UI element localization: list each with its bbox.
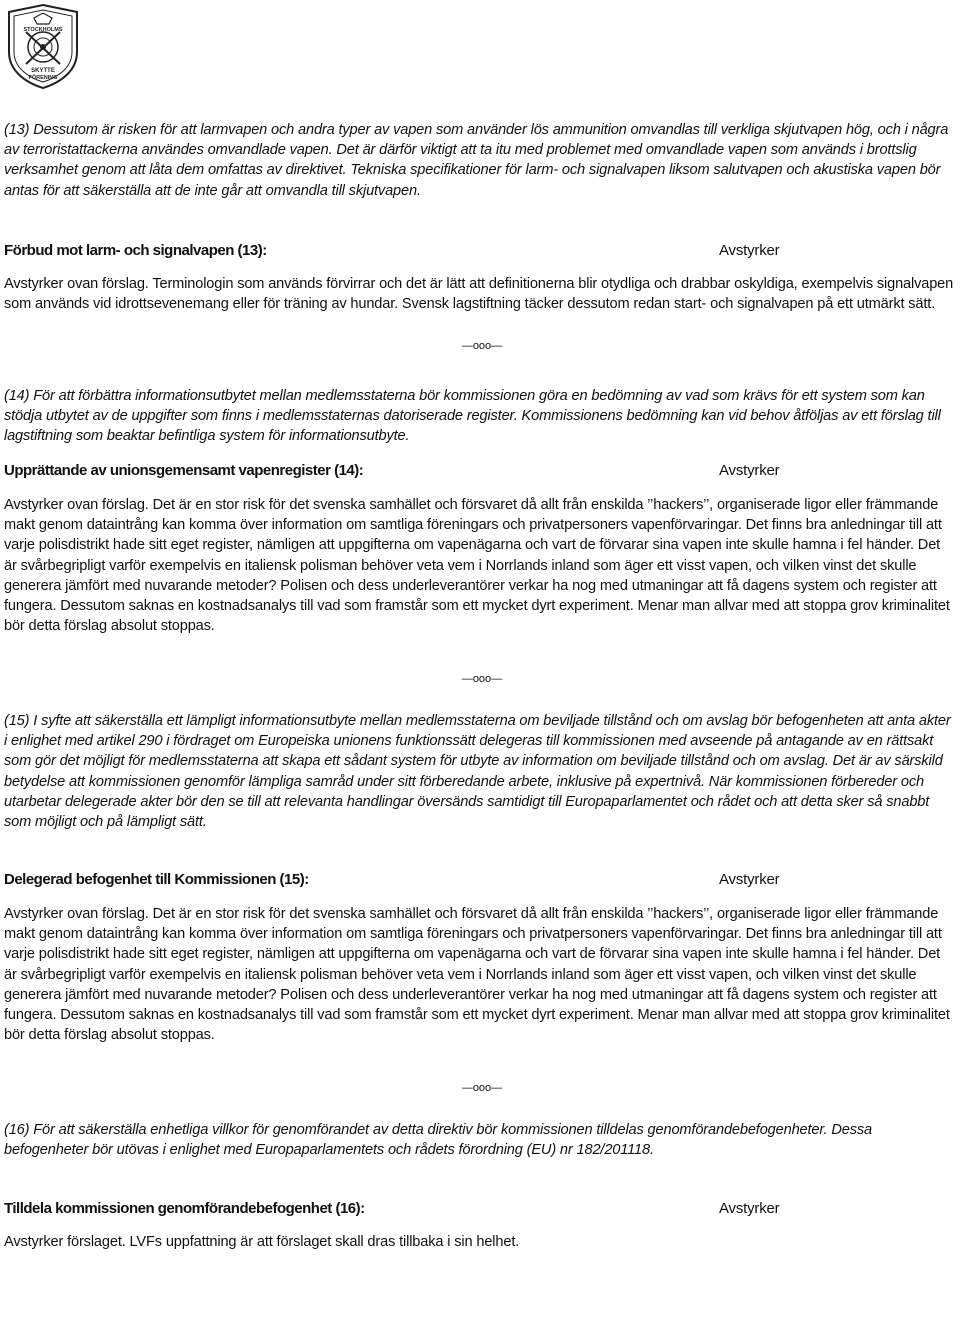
comment-15: Avstyrker ovan förslag. Det är en stor risk för det svenska samhället och försvaret då allt från enskilda ’’hackers’’, organiserade ligor eller främmande makt genom dataintrång kan komma över information om samtliga föreningars och privatpersoners vapenförvaringar. Det finns bra anledningar till att varje polisdistrikt hade sitt eget register, nämligen att uppgifterna om vapenägarna och vart de förvarar sina vapen inte skulle hamna i fel händer. Det är svårbegripligt varför exempelvis en italiensk polisman behöver veta vem i Norrlands inland som äger ett visst vapen, och vilken vinst det skulle generera jämfört med nuvarande metoder? Polisen och dess underleverantörer verkar ha nog med utmaningar att få dagens system och register att fungera. Dessutom saknas en kostnadsanalys till vad som framstår som ett mycket dyrt experiment. Menar man allvar med att stoppa grov kriminalitet bör detta förslag absolut stoppas.	[4, 906, 950, 1044]
comment-13: Avstyrker ovan förslag. Terminologin som används förvirrar och det är lätt att definitionerna blir otydliga och drabbar oskyldiga, exempelvis signalvapen som används vid idrottsevenemang eller för träning av hundar. Svensk lagstiftning täcker dessutom redan start- och signalvapen på ett utmärkt sätt.	[4, 276, 954, 313]
document-body	[4, 120, 956, 1252]
separator: —ooo—	[461, 340, 503, 352]
seal-text-top: STOCKHOLMS	[23, 27, 63, 33]
heading-15: Delegerad befogenhet till Kommissionen (15):	[4, 871, 309, 888]
section-15	[4, 711, 956, 1096]
club-seal-logo	[4, 2, 82, 90]
recital-14: (14) För att förbättra informationsutbytet mellan medlemsstaterna bör kommissionen göra en bedömning av vad som krävs för ett system som kan stödja utbytet av de uppgifter som finns i medlemsstaternas datoriserade register. Kommissionens bedömning kan vid behov åtföljas av ett förslag till lagstiftning som beaktar befintliga system för informationsutbyte.	[4, 388, 941, 445]
seal-text-middle: SKYTTE	[31, 68, 55, 74]
comment-16: Avstyrker förslaget. LVFs uppfattning är att förslaget skall dras tillbaka i sin helhet.	[4, 1234, 520, 1250]
seal-text-bottom: FÖRENING	[28, 75, 58, 81]
heading-16: Tilldela kommissionen genomförandebefogenhet (16):	[4, 1200, 365, 1217]
separator: —ooo—	[461, 673, 503, 685]
recital-16: (16) För att säkerställa enhetliga villkor för genomförandet av detta direktiv bör kommissionen tilldelas genomförandebefogenheter. Dessa befogenheter bör utövas i enlighet med Europaparlamentets och rådets förordning (EU) nr 182/201118.	[4, 1122, 872, 1159]
section-13	[4, 120, 956, 354]
heading-row-14	[4, 462, 956, 484]
heading-13: Förbud mot larm- och signalvapen (13):	[4, 242, 267, 259]
verdict-14: Avstyrker	[719, 462, 780, 479]
heading-row-13	[4, 242, 956, 264]
seal-emblem-icon	[4, 2, 82, 90]
recital-13: (13) Dessutom är risken för att larmvapen och andra typer av vapen som använder lös ammunition omvandlas till verkliga skjutvapen hög, och i några av terroristattackerna användes omvandlade vapen. Det är därför viktigt att ta itu med problemet med omvandlade vapen som används i brottslig verksamhet genom att låta dem omfattas av direktivet. Tekniska specifikationer för larm- och signalvapen liksom salutvapen och akustiska vapen bör antas för att säkerställa att de inte går att omvandla till skjutvapen.	[4, 122, 949, 199]
verdict-16: Avstyrker	[719, 1200, 780, 1217]
heading-row-16	[4, 1200, 956, 1222]
heading-14: Upprättande av unionsgemensamt vapenregister (14):	[4, 462, 364, 479]
verdict-15: Avstyrker	[719, 871, 780, 888]
section-14	[4, 386, 956, 687]
verdict-13: Avstyrker	[719, 242, 780, 259]
separator: —ooo—	[461, 1082, 503, 1094]
section-16	[4, 1120, 956, 1252]
heading-row-15	[4, 871, 956, 893]
recital-15: (15) I syfte att säkerställa ett lämpligt informationsutbyte mellan medlemsstaterna om beviljade tillstånd och om avslag bör befogenheten att anta akter i enlighet med artikel 290 i fördraget om Europeiska unionens funktionssätt delegeras till kommissionen med avseende på antagande av en rättsakt som gör det möjligt för medlemsstaterna att skapa ett sådant system för utbyte av information om beviljade tillstånd och om avslag. Det är av särskild betydelse att kommissionen genomför lämpliga samråd under sitt förberedande arbete, inklusive på expertnivå. När kommissionen förbereder och utarbetar delegerade akter bör den se till att relevanta handlingar översänds samtidigt till Europaparlamentet och rådet och att detta sker så snabbt som möjligt och på lämpligt sätt.	[4, 713, 951, 831]
comment-14: Avstyrker ovan förslag. Det är en stor risk för det svenska samhället och försvaret då allt från enskilda ’’hackers’’, organiserade ligor eller främmande makt genom dataintrång kan komma över information om samtliga föreningars och privatpersoners vapenförvaringar. Det finns bra anledningar till att varje polisdistrikt hade sitt eget register, nämligen att uppgifterna om vapenägarna och vart de förvarar sina vapen inte skulle hamna i fel händer. Det är svårbegripligt varför exempelvis en italiensk polisman behöver veta vem i Norrlands inland som äger ett visst vapen, och vilken vinst det skulle generera jämfört med nuvarande metoder? Polisen och dess underleverantörer verkar ha nog med utmaningar att få dagens system och register att fungera. Dessutom saknas en kostnadsanalys till vad som framstår som ett mycket dyrt experiment. Menar man allvar med att stoppa grov kriminalitet bör detta förslag absolut stoppas.	[4, 497, 950, 635]
